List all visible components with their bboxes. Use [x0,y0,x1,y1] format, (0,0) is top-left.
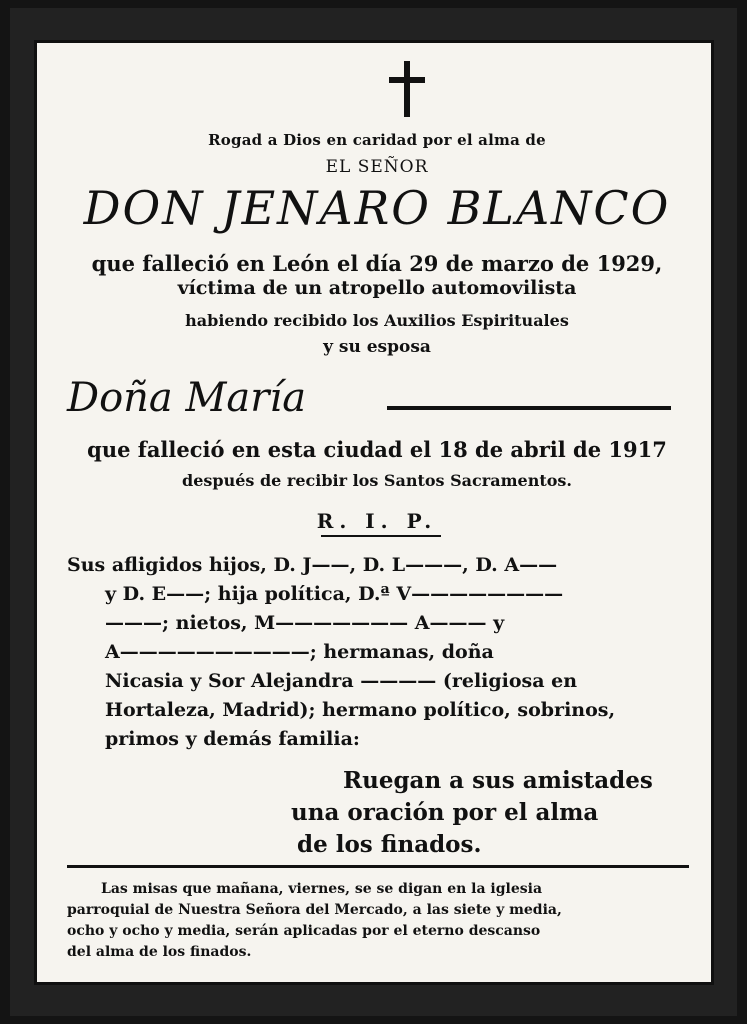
family-line: primos y demás familia: [105,728,360,750]
rip: R. I. P. [316,509,438,533]
spouse-name: Doña María [67,375,307,421]
prayer-request: Rogad a Dios en caridad por el alma de [208,131,546,149]
family-line: ———; nietos, M——————— A——— y [105,612,505,634]
family-line: Hortaleza, Madrid); hermano político, sobrinos, [105,699,616,721]
honorific: EL SEÑOR [325,157,429,177]
note-line: parroquial de Nuestra Señora del Mercado, a las siete y media, [67,902,562,918]
cross-icon [389,61,425,117]
family-line: Sus afligidos hijos, D. J——, D. L———, D. A—— [67,554,558,576]
family-line: y D. E——; hija política, D.ª V———————— [105,583,564,605]
divider [67,865,689,868]
note-line: Las misas que mañana, viernes, se se digan en la iglesia [101,881,543,897]
spouse-intro: y su esposa [323,337,431,357]
note-line: ocho y ocho y media, serán aplicadas por el eterno descanso [67,923,541,939]
note-line: del alma de los finados. [67,944,252,960]
mass-note [67,879,689,963]
appeal-line: de los finados. [297,831,482,858]
death-cause: víctima de un atropello automovilista [177,277,577,299]
deceased-name: DON JENARO BLANCO [83,181,671,235]
family-line: A——————————; hermanas, doña [105,641,494,663]
death-details: que falleció en León el día 29 de marzo de 1929, [91,251,663,276]
spouse-sacraments: después de recibir los Santos Sacramentos. [182,471,572,490]
appeal-line: una oración por el alma [291,799,599,826]
family-list [67,551,691,754]
spouse-death-details: que falleció en esta ciudad el 18 de abril de 1917 [87,437,667,462]
obituary-card [34,40,714,985]
sacraments-note: habiendo recibido los Auxilios Espirituales [185,311,569,330]
prayer-appeal [291,765,691,861]
redaction-rule [387,406,671,410]
rip-rule [321,535,441,537]
appeal-line: Ruegan a sus amistades [343,767,653,794]
family-line: Nicasia y Sor Alejandra ———— (religiosa en [105,670,578,692]
